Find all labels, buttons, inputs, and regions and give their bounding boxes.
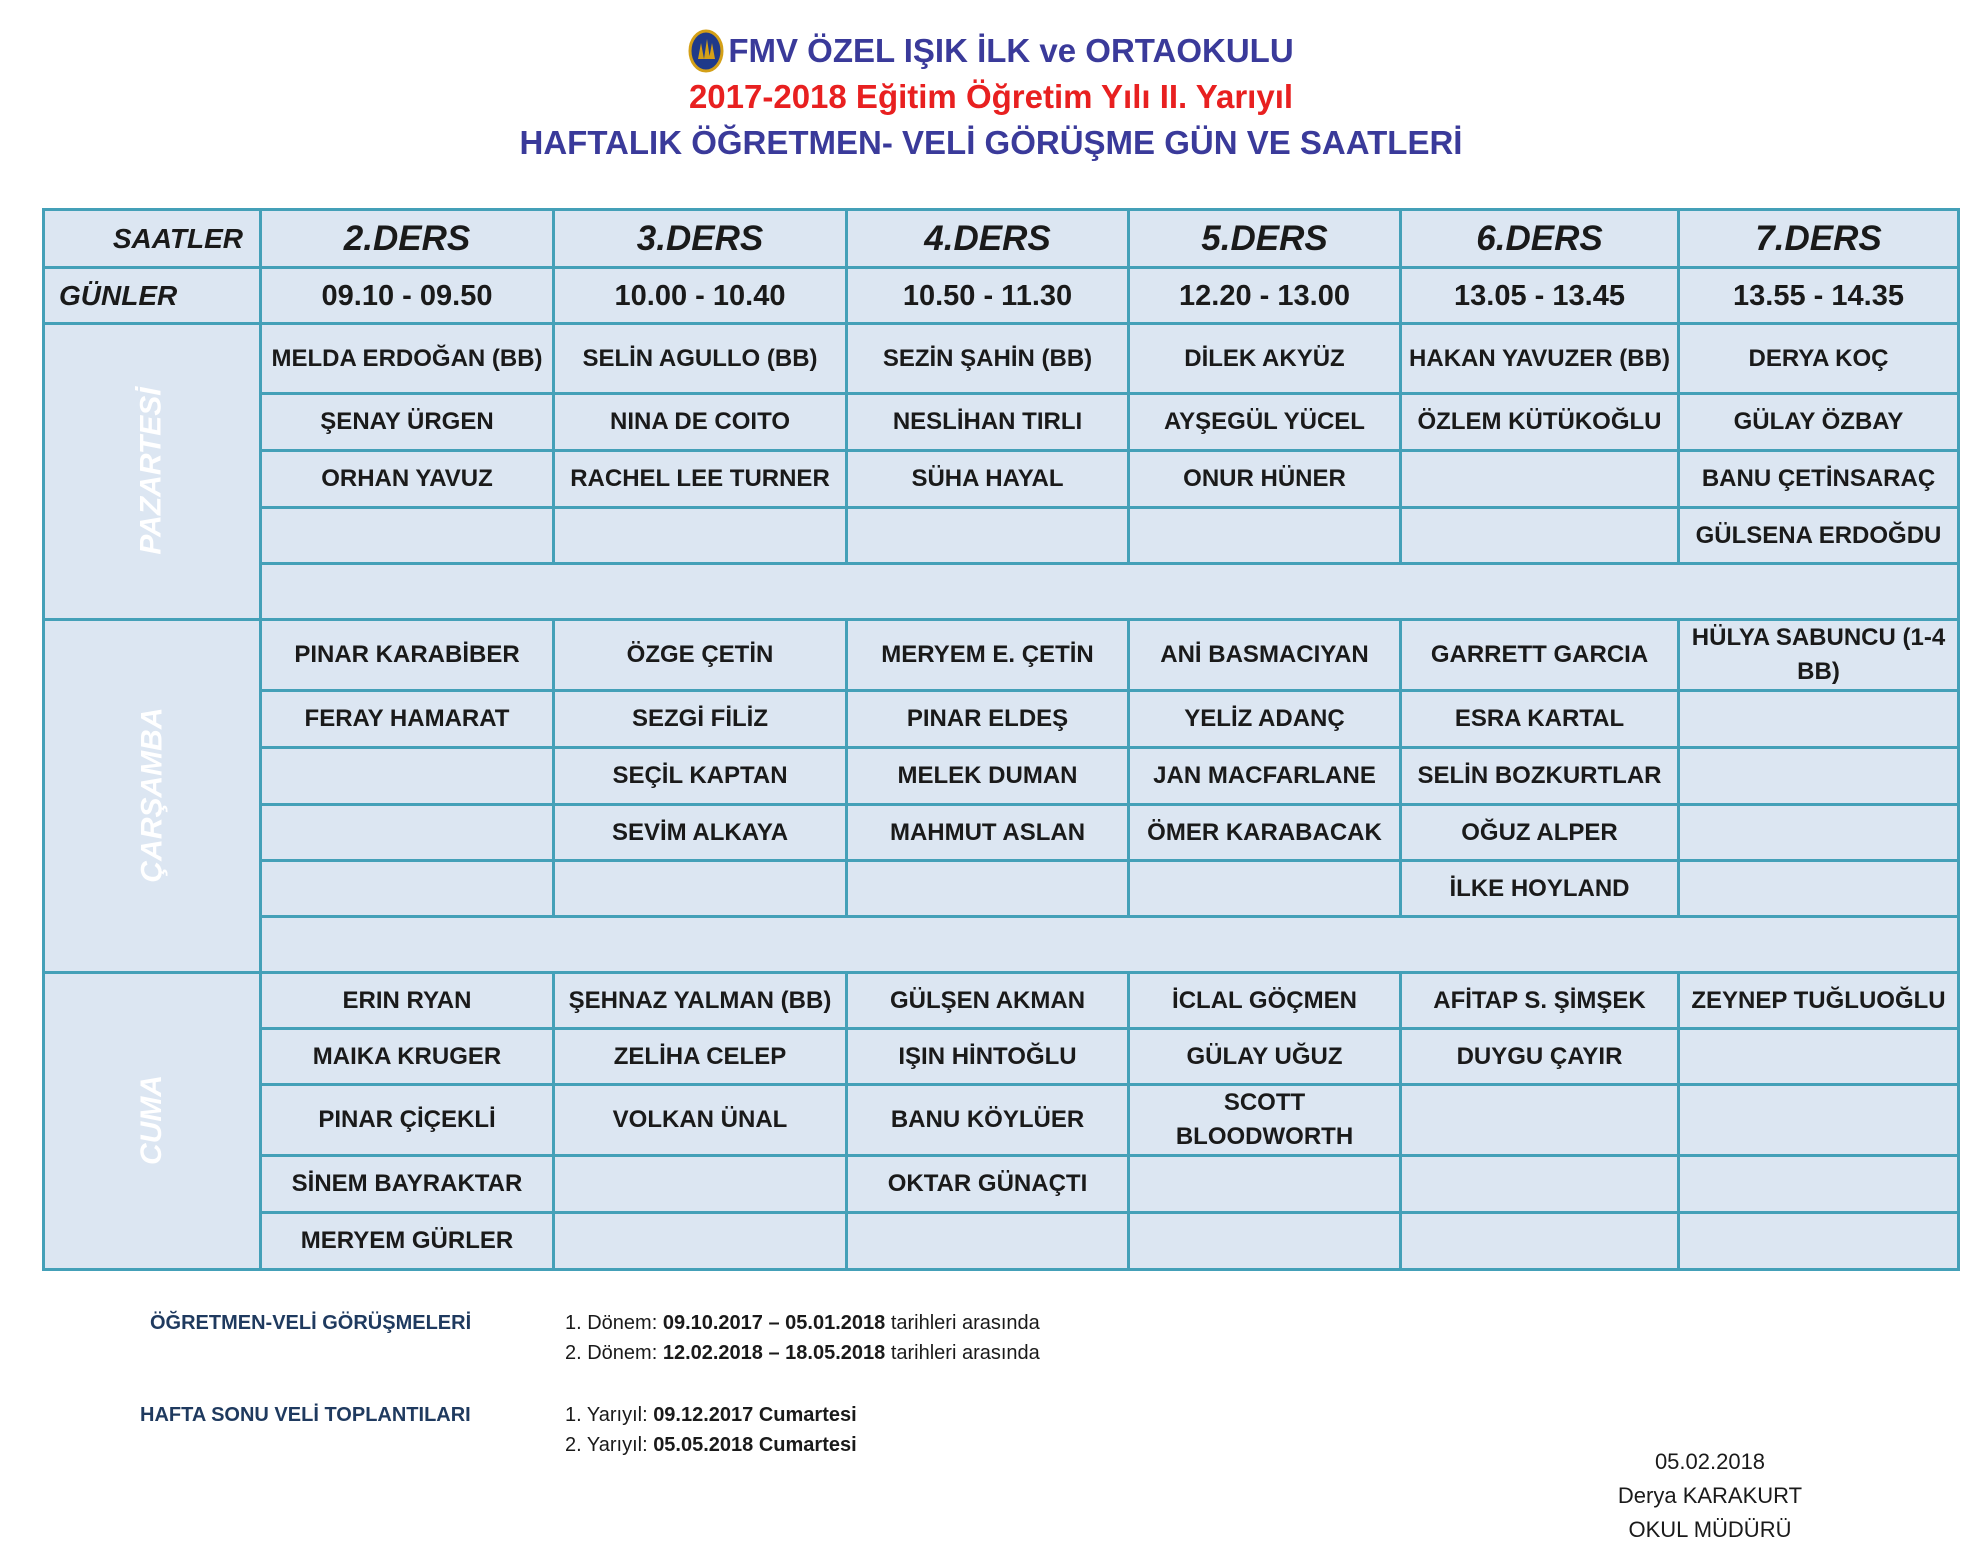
teacher-cell <box>1679 1085 1959 1156</box>
meetings-dates <box>565 1308 1040 1368</box>
teacher-cell <box>1679 748 1959 805</box>
schedule-subtitle: HAFTALIK ÖĞRETMEN- VELİ GÖRÜŞME GÜN VE SAATLERİ <box>519 124 1463 161</box>
teacher-cell: OKTAR GÜNAÇTI <box>847 1156 1129 1213</box>
teacher-cell <box>1679 1156 1959 1213</box>
teacher-cell: MELEK DUMAN <box>847 748 1129 805</box>
schedule-row <box>44 1213 1959 1270</box>
teacher-cell: SELİN BOZKURTLAR <box>1401 748 1679 805</box>
school-title: FMV ÖZEL IŞIK İLK ve ORTAOKULU <box>728 32 1294 69</box>
day-name: ÇARŞAMBA <box>135 707 168 883</box>
teacher-cell <box>261 748 554 805</box>
day-separator-row <box>44 917 1959 973</box>
teacher-cell <box>1679 1213 1959 1270</box>
teacher-cell: ESRA KARTAL <box>1401 691 1679 748</box>
schedule-row <box>44 620 1959 691</box>
teacher-cell <box>1401 508 1679 564</box>
teacher-cell: SÜHA HAYAL <box>847 451 1129 508</box>
period-time: 10.00 - 10.40 <box>554 268 847 324</box>
schedule-row <box>44 748 1959 805</box>
schedule-row <box>44 394 1959 451</box>
period-time: 10.50 - 11.30 <box>847 268 1129 324</box>
signature-block <box>1560 1445 1860 1547</box>
teacher-cell: DUYGU ÇAYIR <box>1401 1029 1679 1085</box>
weekend-label: HAFTA SONU VELİ TOPLANTILARI <box>140 1404 471 1426</box>
teacher-cell <box>1679 1029 1959 1085</box>
teacher-cell: GÜLAY ÖZBAY <box>1679 394 1959 451</box>
teacher-cell <box>847 508 1129 564</box>
teacher-cell: PINAR KARABİBER <box>261 620 554 691</box>
teacher-cell: ÖZGE ÇETİN <box>554 620 847 691</box>
period-header: 5.DERS <box>1129 210 1401 268</box>
teacher-cell <box>1401 1156 1679 1213</box>
day-separator-cell <box>261 917 1959 973</box>
school-logo-icon <box>688 29 724 73</box>
teacher-cell: VOLKAN ÜNAL <box>554 1085 847 1156</box>
day-name: CUMA <box>135 1075 168 1165</box>
teacher-cell <box>1129 861 1401 917</box>
teacher-cell: ZEYNEP TUĞLUOĞLU <box>1679 973 1959 1029</box>
teacher-cell: MAIKA KRUGER <box>261 1029 554 1085</box>
teacher-cell: AYŞEGÜL YÜCEL <box>1129 394 1401 451</box>
teacher-cell: JAN MACFARLANE <box>1129 748 1401 805</box>
teacher-cell: NESLİHAN TIRLI <box>847 394 1129 451</box>
schedule-row <box>44 324 1959 394</box>
teacher-cell <box>261 805 554 861</box>
teacher-cell: SEZGİ FİLİZ <box>554 691 847 748</box>
periods-header-row <box>44 210 1959 268</box>
day-name: PAZARTESİ <box>135 386 168 555</box>
teacher-cell <box>554 861 847 917</box>
signature-title: OKUL MÜDÜRÜ <box>1628 1517 1792 1542</box>
period-header: 6.DERS <box>1401 210 1679 268</box>
meeting-line-2: 2. Dönem: 12.02.2018 – 18.05.2018 tarihleri arasında <box>565 1342 1040 1364</box>
page-header <box>0 28 1982 166</box>
teacher-cell: SEZİN ŞAHİN (BB) <box>847 324 1129 394</box>
period-header: 2.DERS <box>261 210 554 268</box>
teacher-cell: MELDA ERDOĞAN (BB) <box>261 324 554 394</box>
teacher-cell <box>554 508 847 564</box>
day-label-cell <box>44 973 261 1270</box>
meetings-label: ÖĞRETMEN-VELİ GÖRÜŞMELERİ <box>150 1312 472 1334</box>
teacher-cell: ANİ BASMACIYAN <box>1129 620 1401 691</box>
schedule-row <box>44 1085 1959 1156</box>
teacher-cell: YELİZ ADANÇ <box>1129 691 1401 748</box>
teacher-cell: SEVİM ALKAYA <box>554 805 847 861</box>
teacher-cell: SİNEM BAYRAKTAR <box>261 1156 554 1213</box>
gunler-label: GÜNLER <box>44 268 261 324</box>
period-time: 09.10 - 09.50 <box>261 268 554 324</box>
teacher-cell <box>1679 805 1959 861</box>
times-header-row <box>44 268 1959 324</box>
weekend-line-2: 2. Yarıyıl: 05.05.2018 Cumartesi <box>565 1434 857 1456</box>
weekend-dates <box>565 1400 857 1460</box>
teacher-cell: AFİTAP S. ŞİMŞEK <box>1401 973 1679 1029</box>
teacher-cell: GÜLSENA ERDOĞDU <box>1679 508 1959 564</box>
period-time: 12.20 - 13.00 <box>1129 268 1401 324</box>
period-header: 3.DERS <box>554 210 847 268</box>
teacher-cell: PINAR ELDEŞ <box>847 691 1129 748</box>
teacher-cell: ŞENAY ÜRGEN <box>261 394 554 451</box>
teacher-cell: ÖZLEM KÜTÜKOĞLU <box>1401 394 1679 451</box>
teacher-cell: ZELİHA CELEP <box>554 1029 847 1085</box>
teacher-cell: MERYEM GÜRLER <box>261 1213 554 1270</box>
teacher-cell: ONUR HÜNER <box>1129 451 1401 508</box>
teacher-cell: MERYEM E. ÇETİN <box>847 620 1129 691</box>
teacher-cell <box>1401 1085 1679 1156</box>
term-title: 2017-2018 Eğitim Öğretim Yılı II. Yarıyıl <box>688 78 1294 115</box>
schedule-row <box>44 805 1959 861</box>
teacher-cell <box>554 1156 847 1213</box>
teacher-cell: ŞEHNAZ YALMAN (BB) <box>554 973 847 1029</box>
schedule-row <box>44 691 1959 748</box>
teacher-cell <box>1679 691 1959 748</box>
meeting-line-1: 1. Dönem: 09.10.2017 – 05.01.2018 tarihleri arasında <box>565 1312 1040 1334</box>
teacher-cell: IŞIN HİNTOĞLU <box>847 1029 1129 1085</box>
teacher-cell <box>1129 1156 1401 1213</box>
teacher-cell: GÜLŞEN AKMAN <box>847 973 1129 1029</box>
teacher-cell: SCOTT BLOODWORTH <box>1129 1085 1401 1156</box>
teacher-cell: MAHMUT ASLAN <box>847 805 1129 861</box>
teacher-cell: FERAY HAMARAT <box>261 691 554 748</box>
teacher-cell: GARRETT GARCIA <box>1401 620 1679 691</box>
teacher-cell: BANU ÇETİNSARAÇ <box>1679 451 1959 508</box>
schedule-row <box>44 451 1959 508</box>
saatler-label: SAATLER <box>44 210 261 268</box>
teacher-cell: ORHAN YAVUZ <box>261 451 554 508</box>
school-title-row <box>0 28 1982 74</box>
period-time: 13.05 - 13.45 <box>1401 268 1679 324</box>
teacher-cell <box>847 1213 1129 1270</box>
signature-name: Derya KARAKURT <box>1617 1483 1803 1508</box>
teacher-cell <box>1129 508 1401 564</box>
teacher-cell <box>1679 861 1959 917</box>
day-label-cell <box>44 324 261 620</box>
schedule-row <box>44 1029 1959 1085</box>
teacher-cell: NINA DE COITO <box>554 394 847 451</box>
period-header: 7.DERS <box>1679 210 1959 268</box>
weekend-line-1: 1. Yarıyıl: 09.12.2017 Cumartesi <box>565 1404 857 1426</box>
day-separator-row <box>44 564 1959 620</box>
schedule-row <box>44 861 1959 917</box>
schedule-table <box>42 208 1960 1271</box>
teacher-cell <box>1401 1213 1679 1270</box>
day-label-cell <box>44 620 261 973</box>
period-header: 4.DERS <box>847 210 1129 268</box>
teacher-cell: SELİN AGULLO (BB) <box>554 324 847 394</box>
teacher-cell: BANU KÖYLÜER <box>847 1085 1129 1156</box>
schedule-row <box>44 508 1959 564</box>
teacher-cell: HÜLYA SABUNCU (1-4 BB) <box>1679 620 1959 691</box>
teacher-cell: İCLAL GÖÇMEN <box>1129 973 1401 1029</box>
teacher-cell: RACHEL LEE TURNER <box>554 451 847 508</box>
teacher-cell: HAKAN YAVUZER (BB) <box>1401 324 1679 394</box>
schedule-row <box>44 1156 1959 1213</box>
teacher-cell: PINAR ÇİÇEKLİ <box>261 1085 554 1156</box>
signature-date: 05.02.2018 <box>1654 1449 1766 1474</box>
teacher-cell: OĞUZ ALPER <box>1401 805 1679 861</box>
teacher-cell <box>1129 1213 1401 1270</box>
teacher-cell: GÜLAY UĞUZ <box>1129 1029 1401 1085</box>
teacher-cell <box>1401 451 1679 508</box>
teacher-cell <box>847 861 1129 917</box>
schedule-row <box>44 973 1959 1029</box>
teacher-cell: ERIN RYAN <box>261 973 554 1029</box>
teacher-cell: DERYA KOÇ <box>1679 324 1959 394</box>
teacher-cell: İLKE HOYLAND <box>1401 861 1679 917</box>
teacher-cell: DİLEK AKYÜZ <box>1129 324 1401 394</box>
teacher-cell <box>554 1213 847 1270</box>
teacher-cell <box>261 861 554 917</box>
teacher-cell: ÖMER KARABACAK <box>1129 805 1401 861</box>
period-time: 13.55 - 14.35 <box>1679 268 1959 324</box>
teacher-cell: SEÇİL KAPTAN <box>554 748 847 805</box>
teacher-cell <box>261 508 554 564</box>
day-separator-cell <box>261 564 1959 620</box>
